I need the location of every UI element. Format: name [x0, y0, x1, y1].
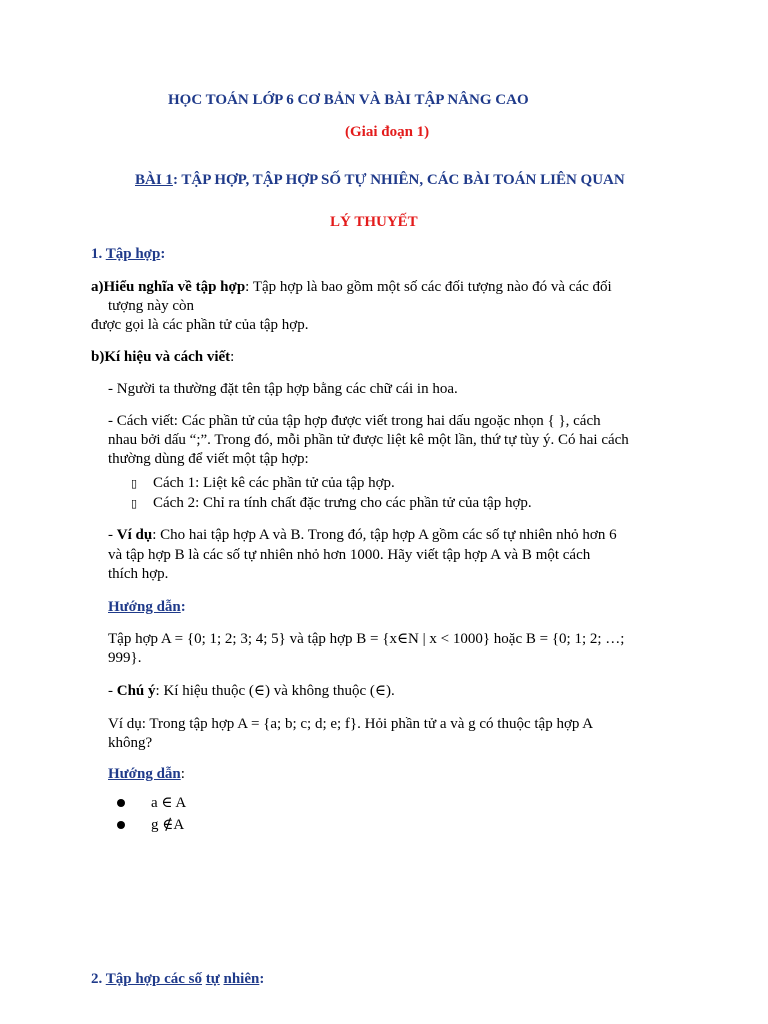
example-line1: - Ví dụ: Cho hai tập hợp A và B. Trong đó, tập hợp A gồm các số tự nhiên nhỏ hơn 6	[108, 527, 617, 543]
bullet-dot-icon	[117, 799, 125, 807]
document-subtitle: (Giai đoạn 1)	[345, 124, 430, 140]
paragraph-a-line2: tượng này còn	[108, 298, 195, 314]
answer-item: g ∉A	[151, 817, 185, 833]
example-line3: thích hợp.	[108, 566, 169, 582]
document-title: HỌC TOÁN LỚP 6 CƠ BẢN VÀ BÀI TẬP NÂNG CAO	[168, 92, 529, 108]
example-label: Ví dụ	[116, 527, 153, 543]
bullet-square-icon: ▯	[131, 477, 138, 490]
solution-line1: Tập hợp A = {0; 1; 2; 3; 4; 5} và tập hợp B = {x∈N | x < 1000} hoặc B = {0; 1; 2; …;	[108, 631, 625, 647]
note-label: Chú ý	[116, 683, 156, 699]
bullet-square-icon: ▯	[131, 497, 138, 510]
naming-rule: - Người ta thường đặt tên tập hợp bằng các chữ cái in hoa.	[108, 381, 458, 397]
writing-rule-line1: - Cách viết: Các phần tử của tập hợp được viết trong hai dấu ngoặc nhọn { }, cách	[108, 413, 601, 429]
example-2-line1: Ví dụ: Trong tập hợp A = {a; b; c; d; e; f}. Hỏi phần tử a và g có thuộc tập hợp A	[108, 716, 594, 732]
paragraph-a-line3: được gọi là các phần tử của tập hợp.	[91, 317, 309, 333]
answer-item: a ∈ A	[151, 795, 187, 811]
section-1-heading: 1. Tập hợp:	[91, 246, 166, 262]
paragraph-a-label: a)Hiểu nghĩa về tập hợp	[91, 279, 246, 295]
lesson-label: BÀI 1	[135, 172, 173, 188]
list-item: Cách 1: Liệt kê các phần tử của tập hợp.	[153, 475, 395, 491]
solution-line2: 999}.	[108, 650, 142, 666]
lesson-heading	[135, 171, 625, 190]
guide-heading-1: Hướng dẫn:	[108, 599, 186, 615]
paragraph-a-line1: a)Hiểu nghĩa về tập hợp: Tập hợp là bao gồm một số các đối tượng nào đó và các đối	[91, 279, 612, 295]
section-2-heading: 2. Tập hợp các số tự nhiên:	[91, 971, 265, 987]
writing-rule-line2: nhau bởi dấu “;”. Trong đó, mỗi phần tử được liệt kê một lần, thứ tự tùy ý. Có hai cách	[108, 432, 629, 448]
guide-heading-2: Hướng dẫn:	[108, 766, 185, 782]
theory-heading: LÝ THUYẾT	[330, 214, 418, 230]
paragraph-b-label: b)Kí hiệu và cách viết	[91, 349, 231, 365]
example-line2: và tập hợp B là các số tự nhiên nhỏ hơn 1000. Hãy viết tập hợp A và B một cách	[108, 547, 591, 563]
paragraph-b-heading: b)Kí hiệu và cách viết:	[91, 349, 235, 365]
section-1-title: Tập hợp	[105, 246, 161, 262]
writing-rule-line3: thường dùng để viết một tập hợp:	[108, 451, 309, 467]
bullet-dot-icon	[117, 821, 125, 829]
note-line: - Chú ý: Kí hiệu thuộc (∈) và không thuộc (∈).	[108, 683, 395, 699]
list-item: Cách 2: Chỉ ra tính chất đặc trưng cho các phần tử của tập hợp.	[153, 495, 532, 511]
lesson-title: : TẬP HỢP, TẬP HỢP SỐ TỰ NHIÊN, CÁC BÀI TOÁN LIÊN QUAN	[172, 172, 625, 188]
example-2-line2: không?	[108, 735, 153, 751]
